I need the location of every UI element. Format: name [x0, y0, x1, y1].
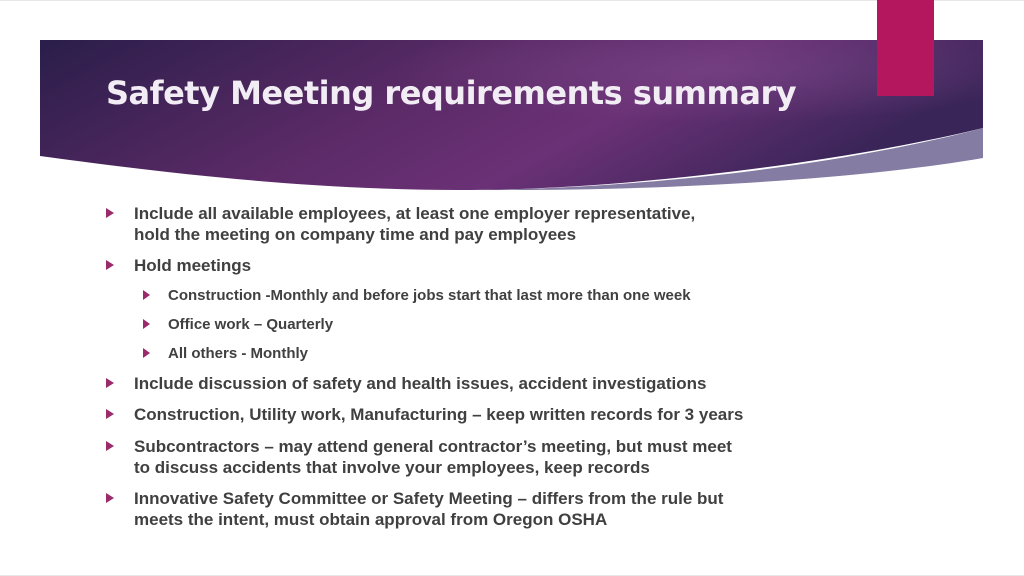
bullet-arrow-icon — [106, 409, 114, 419]
bullet-arrow-icon — [106, 493, 114, 503]
bullet-arrow-icon — [106, 260, 114, 270]
bullet-arrow-icon — [106, 208, 114, 218]
bullet-text: Construction, Utility work, Manufacturing – keep written records for 3 years — [134, 405, 744, 424]
sub-bullet-text: All others - Monthly — [168, 345, 308, 362]
bullet-text: Include all available employees, at least one employer representative, — [134, 204, 696, 223]
bullet-text: Innovative Safety Committee or Safety Meeting – differs from the rule but — [134, 489, 724, 508]
sub-bullet-arrow-icon — [143, 290, 150, 300]
bullet-text: Subcontractors – may attend general contractor’s meeting, but must meet — [134, 437, 732, 456]
sub-bullet-item — [168, 344, 308, 363]
sub-bullet-text: Office work – Quarterly — [168, 316, 334, 333]
bullet-item — [134, 436, 732, 478]
bullet-text-continued: hold the meeting on company time and pay employees — [134, 225, 577, 244]
bullet-item — [134, 203, 695, 245]
bullet-item — [134, 373, 707, 394]
sub-bullet-arrow-icon — [143, 319, 150, 329]
bullet-text-continued: meets the intent, must obtain approval from Oregon OSHA — [134, 510, 608, 529]
bullet-text: Include discussion of safety and health issues, accident investigations — [134, 374, 707, 393]
bullet-item — [134, 404, 743, 425]
slide-title: Safety Meeting requirements summary — [106, 74, 797, 112]
sub-bullet-item — [168, 286, 691, 305]
sub-bullet-text: Construction -Monthly and before jobs start that last more than one week — [168, 287, 691, 304]
bullet-arrow-icon — [106, 441, 114, 451]
bullet-item — [134, 255, 251, 276]
bullet-arrow-icon — [106, 378, 114, 388]
bullet-text-continued: to discuss accidents that involve your employees, keep records — [134, 458, 650, 477]
sub-bullet-arrow-icon — [143, 348, 150, 358]
bullet-text: Hold meetings — [134, 256, 252, 275]
sub-bullet-item — [168, 315, 333, 334]
bullet-item — [134, 488, 723, 530]
